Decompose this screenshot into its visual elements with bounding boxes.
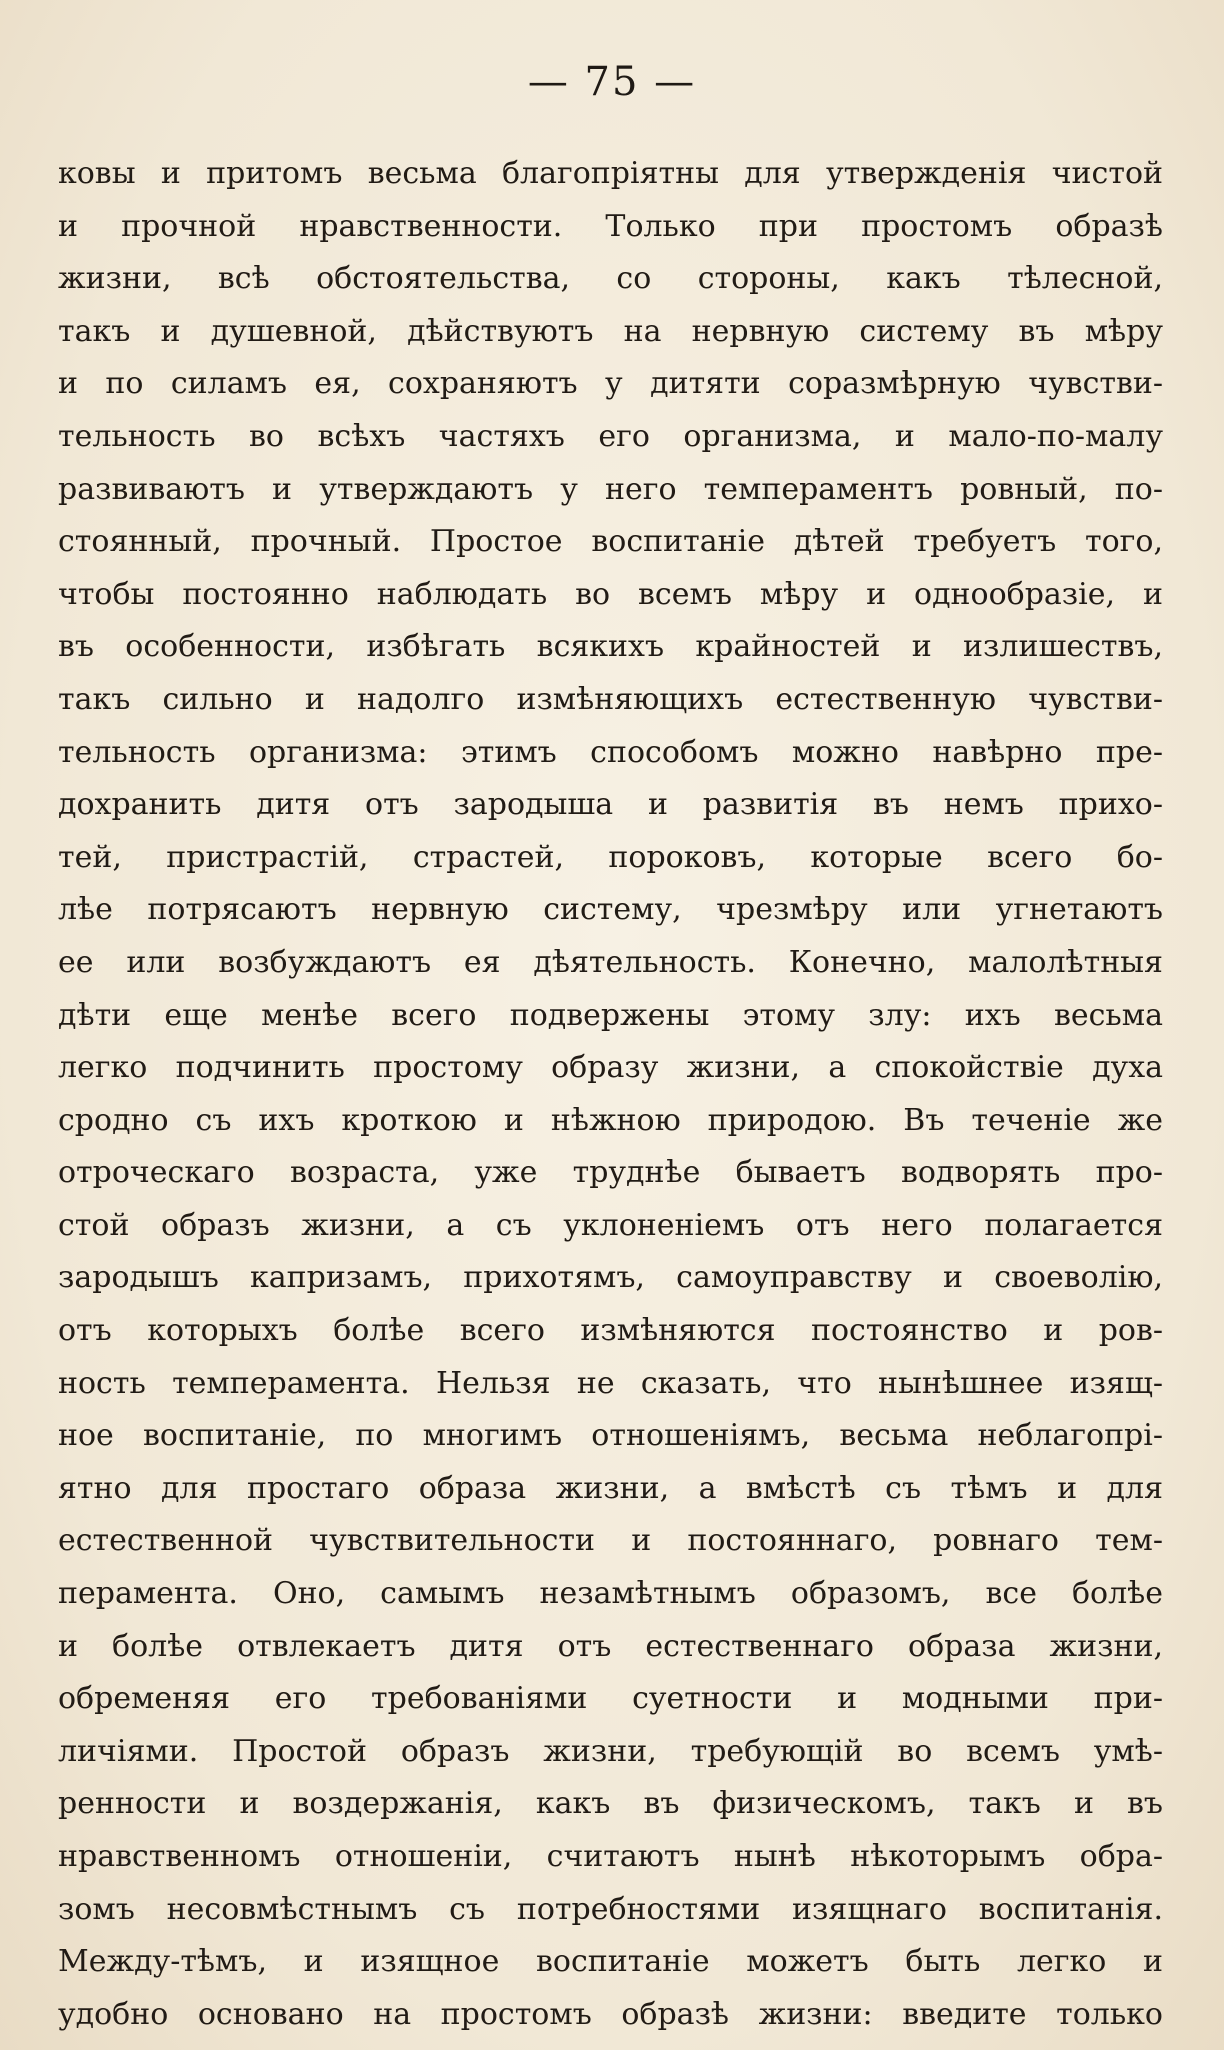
text-line: дохранить дитя отъ зародыша и развитія въ немъ прихо- [58, 787, 1163, 823]
text-line: и болѣе отвлекаетъ дитя отъ естественнаго образа жизни, [58, 1628, 1163, 1664]
text-line: легко подчинить простому образу жизни, а спокойствіе духа [58, 1050, 1163, 1086]
text-line: жизни, всѣ обстоятельства, со стороны, какъ тѣлесной, [58, 261, 1163, 297]
text-line: чтобы постоянно наблюдать во всемъ мѣру и однообразіе, и [58, 576, 1163, 612]
body-text [58, 148, 1163, 2041]
page-number: — 75 — [527, 59, 697, 105]
text-line: зародышъ капризамъ, прихотямъ, самоуправству и своеволію, [58, 1260, 1163, 1296]
text-line: и по силамъ ея, сохраняютъ у дитяти соразмѣрную чувстви- [58, 366, 1163, 402]
text-line: ее или возбуждаютъ ея дѣятельность. Конечно, малолѣтныя [58, 944, 1163, 980]
text-line: сродно съ ихъ кроткою и нѣжною природою. Въ теченіе же [58, 1102, 1163, 1138]
text-line: естественной чувствительности и постояннаго, ровнаго тем- [58, 1523, 1163, 1559]
text-line: лѣе потрясаютъ нервную систему, чрезмѣру или угнетаютъ [58, 892, 1163, 928]
text-line: перамента. Оно, самымъ незамѣтнымъ образомъ, все болѣе [58, 1576, 1163, 1612]
text-line: тей, пристрастій, страстей, пороковъ, которые всего бо- [58, 839, 1163, 875]
text-line: и прочной нравственности. Только при простомъ образѣ [58, 208, 1163, 244]
text-line: такъ и душевной, дѣйствуютъ на нервную систему въ мѣру [58, 313, 1163, 349]
text-line: стой образъ жизни, а съ уклоненіемъ отъ него полагается [58, 1207, 1163, 1243]
text-line: личіями. Простой образъ жизни, требующій во всемъ умѣ- [58, 1733, 1163, 1769]
text-line: развиваютъ и утверждаютъ у него темпераментъ ровный, по- [58, 471, 1163, 507]
text-line: такъ сильно и надолго измѣняющихъ естественную чувстви- [58, 681, 1163, 717]
text-line: удобно основано на простомъ образѣ жизни: введите только [58, 1996, 1163, 2032]
text-line: тельность организма: этимъ способомъ можно навѣрно пре- [58, 734, 1163, 770]
text-line: нравственномъ отношеніи, считаютъ нынѣ нѣкоторымъ обра- [58, 1839, 1163, 1874]
text-line: Между-тѣмъ, и изящное воспитаніе можетъ быть легко и [58, 1944, 1163, 1980]
text-line: отроческаго возраста, уже труднѣе бываетъ водворять про- [58, 1155, 1163, 1191]
text-line: ное воспитаніе, по многимъ отношеніямъ, весьма неблагопрі- [58, 1418, 1163, 1454]
text-line: зомъ несовмѣстнымъ съ потребностями изящнаго воспитанія. [58, 1891, 1163, 1927]
text-line: въ особенности, избѣгать всякихъ крайностей и излишествъ, [58, 629, 1163, 665]
text-line: ность темперамента. Нельзя не сказать, что нынѣшнее изящ- [58, 1365, 1163, 1401]
text-line: стоянный, прочный. Простое воспитаніе дѣтей требуетъ того, [58, 524, 1163, 560]
text-line: тельность во всѣхъ частяхъ его организма, и мало-по-малу [58, 418, 1163, 454]
text-line: обременяя его требованіями суетности и модными при- [58, 1681, 1163, 1717]
text-line: отъ которыхъ болѣе всего измѣняются постоянство и ров- [58, 1313, 1163, 1349]
text-line: дѣти еще менѣе всего подвержены этому злу: ихъ весьма [58, 997, 1163, 1033]
text-line: ковы и притомъ весьма благопріятны для утвержденія чистой [58, 156, 1163, 191]
text-line: ятно для простаго образа жизни, а вмѣстѣ съ тѣмъ и для [58, 1470, 1163, 1506]
text-line: ренности и воздержанія, какъ въ физическомъ, такъ и въ [58, 1786, 1163, 1822]
